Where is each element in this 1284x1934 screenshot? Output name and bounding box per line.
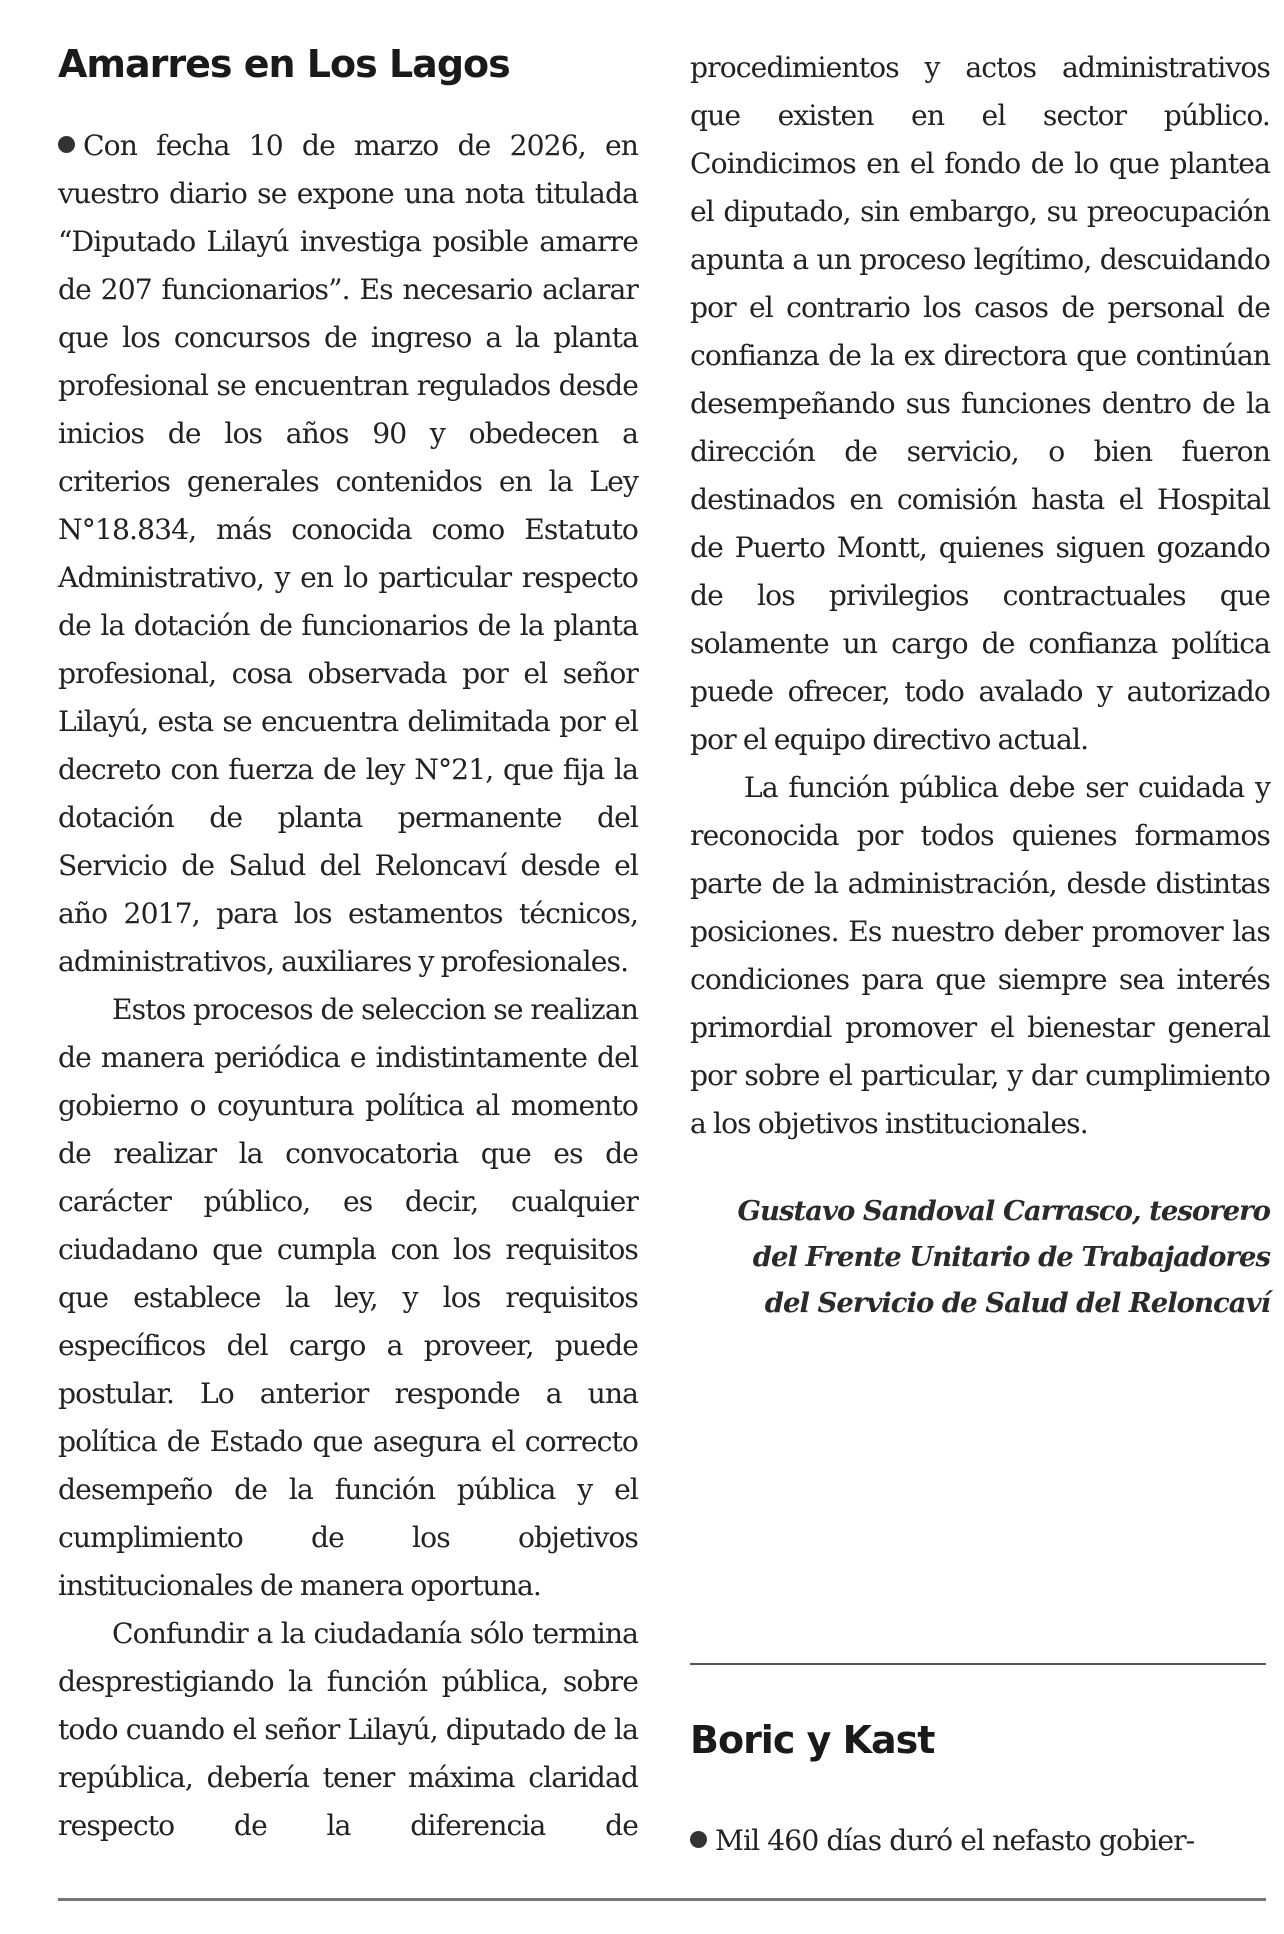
letter-2-teaser-text: Mil 460 días duró el nefasto gobier- <box>715 1824 1195 1857</box>
bullet-icon <box>690 1831 707 1848</box>
letter-paragraph-3-start: Confundir a la ciudadanía sólo termina desprestigiando la función pública, sobre todo cuando el señor Lilayú, diputado de la república, debería tener máxima claridad respecto de la diferencia de <box>58 1617 638 1842</box>
letter-paragraph-3-continued: procedimientos y actos administrativos que existen en el sector público. Coindicimos en el fondo de lo que plantea el diputado, sin embargo, su preocupación apunta a un proceso legítimo, descuidando por el contrario los casos de personal de confianza de la ex directora que continúan desempeñando sus funciones dentro de la dirección de servicio, o bien fueron destinados en comisión hasta el Hospital de Puerto Montt, quienes siguen gozando de los privilegios contractuales que solamente un cargo de confianza política puede ofrecer, todo avalado y autorizado por el equipo directivo actual. <box>690 51 1270 756</box>
letter-2-teaser <box>690 1817 1270 1865</box>
left-column <box>58 36 638 1850</box>
signature-line-3: del Servicio de Salud del Reloncaví <box>764 1287 1270 1319</box>
right-column <box>690 44 1270 1326</box>
section-divider <box>690 1663 1266 1665</box>
letter-paragraph-2: Estos procesos de seleccion se realizan de manera periódica e indistintamente del gobierno o coyuntura política al momento de realizar la convocatoria que es de carácter público, es decir, cualquier ciudadano que cumpla con los requisitos que establece la ley, y los requisitos específicos del cargo a proveer, puede postular. Lo anterior responde a una política de Estado que asegura el correcto desempeño de la función pública y el cumplimiento de los objetivos institucionales de manera oportuna. <box>58 993 638 1602</box>
signature-line-2: del Frente Unitario de Trabajadores <box>752 1241 1270 1273</box>
page-bottom-rule <box>58 1898 1266 1901</box>
letter-signature <box>690 1188 1270 1326</box>
letter-paragraph-1 <box>58 122 638 986</box>
letter-paragraph-1-text: Con fecha 10 de marzo de 2026, en vuestro diario se expone una nota titulada “Diputado Lilayú investiga posible amarre de 207 funcionarios”. Es necesario aclarar que los concursos de ingreso a la planta profesional se encuentran regulados desde inicios de los años 90 y obedecen a criterios generales contenidos en la Ley N°18.834, más conocida como Estatuto Administrativo, y en lo particular respecto de la dotación de funcionarios de la planta profesional, cosa observada por el señor Lilayú, esta se encuentra delimitada por el decreto con fuerza de ley N°21, que fija la dotación de planta permanente del Servicio de Salud del Reloncaví desde el año 2017, para los estamentos técnicos, administrativos, auxiliares y profesionales. <box>58 129 638 978</box>
signature-line-1: Gustavo Sandoval Carrasco, tesorero <box>737 1195 1270 1227</box>
letter-headline: Amarres en Los Lagos <box>58 42 510 86</box>
bullet-icon <box>58 136 75 153</box>
letter-paragraph-4: La función pública debe ser cuidada y reconocida por todos quienes formamos parte de la administración, desde distintas posiciones. Es nuestro deber promover las condiciones para que siempre sea interés primordial promover el bienestar general por sobre el particular, y dar cumplimiento a los objetivos institucionales. <box>690 771 1270 1140</box>
letter-2-headline: Boric y Kast <box>690 1718 935 1762</box>
